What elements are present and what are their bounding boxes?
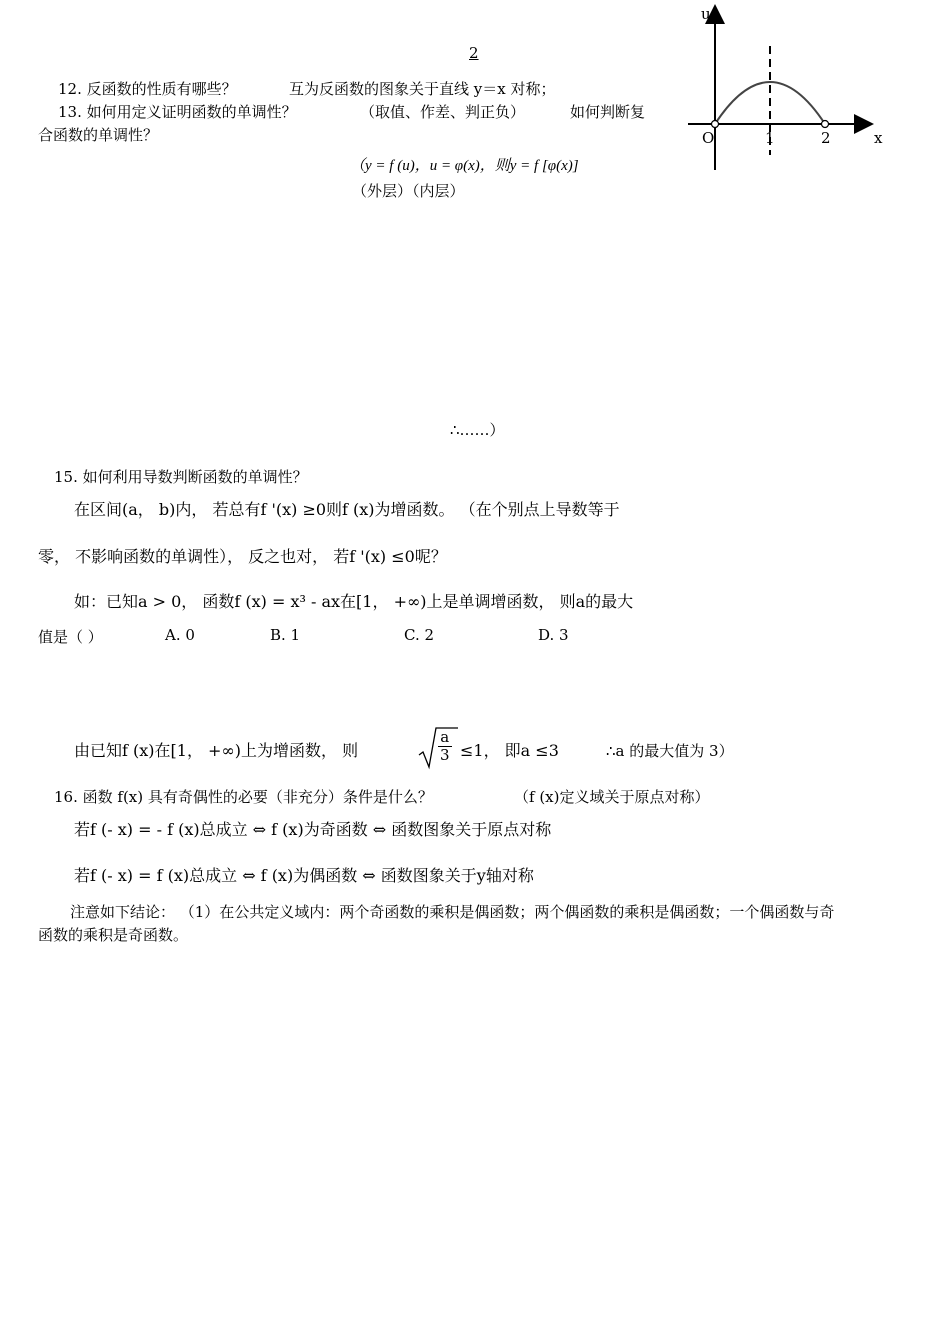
- q15-solution-prefix: 由已知f (x)在[1， +∞)上为增函数， 则: [74, 741, 359, 760]
- q12-answer: 互为反函数的图象关于直线 y＝x 对称；: [289, 80, 556, 98]
- open-point-2: [822, 121, 829, 128]
- sqrt-fraction: [418, 725, 458, 771]
- q16-note-line2: 函数的乘积是奇函数。: [38, 926, 189, 944]
- q13-formula: （y = f (u)，u = φ(x)，则y = f [φ(x)]: [350, 158, 579, 174]
- q15-solution-suffix: ≤1， 即a ≤3: [460, 741, 559, 760]
- q13-question: 13. 如何用定义证明函数的单调性？: [58, 103, 297, 121]
- tick-label-2: 2: [821, 129, 831, 147]
- function-graph: [680, 0, 900, 180]
- q13-formula-note: （外层）（内层）: [352, 182, 465, 200]
- q15-line2: 零， 不影响函数的单调性）， 反之也对， 若f '(x) ≤0呢？: [38, 547, 447, 566]
- q16-note-line1: 注意如下结论： （1）在公共定义域内：两个奇函数的乘积是偶函数；两个偶函数的乘积是偶函数；一个偶函数与奇: [70, 903, 835, 921]
- q13-question2: 如何判断复: [570, 103, 646, 121]
- open-point-origin: [712, 121, 719, 128]
- q16-question: 16. 函数 f(x) 具有奇偶性的必要（非充分）条件是什么？: [54, 788, 433, 806]
- q15-example-line1: 如：已知a > 0， 函数f (x) = x³ - ax在[1， +∞)上是单调增函数， 则a的最大: [74, 592, 634, 611]
- option-d: D. 3: [538, 626, 569, 644]
- fraction: [438, 729, 452, 763]
- x-axis-label: x: [874, 129, 883, 147]
- option-c: C. 2: [404, 626, 435, 644]
- option-b: B. 1: [270, 626, 301, 644]
- q16-answer: （f (x)定义域关于原点对称）: [514, 788, 710, 806]
- q12-question: 12. 反函数的性质有哪些？: [58, 80, 237, 98]
- fraction-denominator: 3: [440, 745, 450, 764]
- page-number: 2: [469, 44, 479, 62]
- q15-question: 15. 如何利用导数判断函数的单调性？: [54, 468, 308, 486]
- fraction-numerator: a: [438, 729, 452, 747]
- origin-label: O: [702, 129, 715, 147]
- q15-solution-conclusion: ∴a 的最大值为 3）: [606, 742, 734, 760]
- q15-line1: 在区间(a， b)内， 若总有f '(x) ≥0则f (x)为增函数。 （在个别点上导数等于: [74, 500, 620, 519]
- q13-question2-cont: 合函数的单调性？: [38, 126, 159, 144]
- therefore-line: ∴……）: [450, 421, 505, 439]
- q16-even-rule: 若f (- x) = f (x)总成立 ⇔ f (x)为偶函数 ⇔ 函数图象关于y轴对称: [74, 866, 534, 885]
- q13-hint: （取值、作差、判正负）: [360, 103, 526, 121]
- y-axis-label: u: [701, 5, 711, 23]
- q15-example-blank: 值是（ ）: [38, 628, 103, 646]
- q16-odd-rule: 若f (- x) = - f (x)总成立 ⇔ f (x)为奇函数 ⇔ 函数图象关于原点对称: [74, 820, 552, 839]
- option-a: A. 0: [165, 626, 195, 644]
- tick-label-1: 1: [765, 129, 775, 147]
